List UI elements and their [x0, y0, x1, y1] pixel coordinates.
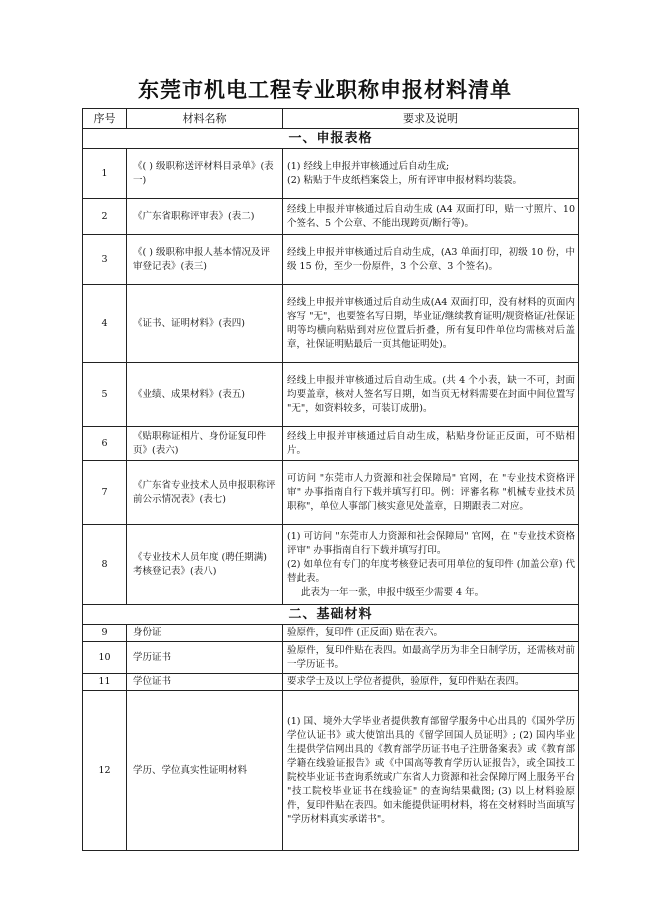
row-no: 4	[83, 285, 127, 363]
table-row	[83, 149, 579, 199]
section-row	[83, 129, 579, 149]
row-name: 学位证书	[127, 674, 283, 691]
row-name: 《专业技术人员年度 (聘任期满) 考核登记表》(表八)	[127, 525, 283, 605]
header-req: 要求及说明	[283, 109, 579, 129]
req-line: (1) 经线上申报并审核通过后自动生成;	[287, 160, 450, 172]
table-row	[83, 642, 579, 674]
row-req: 验原件，复印件 (正反面) 贴在表六。	[283, 625, 579, 642]
row-no: 3	[83, 235, 127, 285]
header-no: 序号	[83, 109, 127, 129]
row-no: 7	[83, 461, 127, 525]
table-row	[83, 427, 579, 461]
row-name: 《业绩、成果材料》(表五)	[127, 363, 283, 427]
row-req: (1) 国、境外大学毕业者提供教育部留学服务中心出具的《国外学历学位认证书》或大使馆出具的《留学回国人员证明》; (2) 国内毕业生提供学信网出具的《教育部学历证书电子注册备案表》或《教育部学籍在线验证报告》或《中国高等教育学历认证报告》，或全国技工院校毕业证书查询系统或广东省人力资源和社会保障厅网上服务平台 "技工院校毕业证书在线验证" 的查询结果截图; (3) 以上材料验原件，复印件贴在表四。如未能提供证明材料，将在交材料时当面填写 "学历材料真实承诺书"。	[283, 691, 579, 851]
table-header-row	[83, 109, 579, 129]
table-row	[83, 199, 579, 235]
page-title: 东莞市机电工程专业职称申报材料清单	[138, 78, 512, 102]
section-title: 一、申报表格	[83, 129, 579, 149]
row-no: 9	[83, 625, 127, 642]
row-req	[283, 525, 579, 605]
section-title: 二、基础材料	[83, 605, 579, 625]
row-no: 10	[83, 642, 127, 674]
table-row	[83, 525, 579, 605]
table-row	[83, 461, 579, 525]
table-row	[83, 625, 579, 642]
materials-table	[82, 108, 579, 851]
req-line: (2) 粘贴于牛皮纸档案袋上，所有评审申报材料均装袋。	[287, 174, 522, 186]
table-row	[83, 235, 579, 285]
row-req: 经线上申报并审核通过后自动生成 (A4 双面打印，贴一寸照片、10 个签名、5 个公章、不能出现跨页/断行等)。	[283, 199, 579, 235]
row-name: 《广东省职称评审表》(表二)	[127, 199, 283, 235]
row-req: 经线上申报并审核通过后自动生成，(A3 单面打印，初级 10 份，中级 15 份，至少一份原件，3 个公章、3 个签名)。	[283, 235, 579, 285]
row-req: 可访问 "东莞市人力资源和社会保障局" 官网，在 "专业技术资格评审" 办事指南自行下载并填写打印。例：评審名称 "机械专业技术员职称"，单位人事部门核实意见处盖章，日期跟表二对应。	[283, 461, 579, 525]
row-no: 5	[83, 363, 127, 427]
row-no: 12	[83, 691, 127, 851]
row-name: 学历、学位真实性证明材料	[127, 691, 283, 851]
req-line: (2) 如单位有专门的年度考核登记表可用单位的复印件 (加盖公章) 代替此表。	[287, 558, 575, 584]
row-name: 《( ) 级职称送评材料目录单》(表一)	[127, 149, 283, 199]
row-name: 《( ) 级职称申报人基本情况及评审登记表》(表三)	[127, 235, 283, 285]
row-no: 6	[83, 427, 127, 461]
row-name: 身份证	[127, 625, 283, 642]
row-req: 验原件，复印件贴在表四。如最高学历为非全日制学历，还需核对前一学历证书。	[283, 642, 579, 674]
section-row	[83, 605, 579, 625]
table-row	[83, 285, 579, 363]
row-req: 要求学士及以上学位者提供，验原件，复印件贴在表四。	[283, 674, 579, 691]
row-name: 《证书、证明材料》(表四)	[127, 285, 283, 363]
row-no: 1	[83, 149, 127, 199]
row-name: 学历证书	[127, 642, 283, 674]
header-name: 材料名称	[127, 109, 283, 129]
req-line: 此表为一年一张，申报中级至少需要 4 年。	[301, 586, 485, 598]
row-req: 经线上申报并审核通过后自动生成，粘贴身份证正反面，可不贴相片。	[283, 427, 579, 461]
table-row	[83, 674, 579, 691]
row-no: 11	[83, 674, 127, 691]
row-req: 经线上申报并审核通过后自动生成。(共 4 个小表，缺一不可，封面均要盖章，核对人签名写日期，如当页无材料需要在封面中间位置写 "无"，如资料较多，可装订成册)。	[283, 363, 579, 427]
row-no: 8	[83, 525, 127, 605]
req-line: (1) 可访问 "东莞市人力资源和社会保障局" 官网，在 "专业技术资格评审" 办事指南自行下载并填写打印。	[287, 530, 575, 556]
row-name: 《广东省专业技术人员申报职称评前公示情况表》(表七)	[127, 461, 283, 525]
row-req: 经线上申报并审核通过后自动生成(A4 双面打印，没有材料的页面内容写 "无"，也要签名写日期，毕业证/继续教育证明/规资格证/社保证明等均横向粘贴到对应位置后折叠，所有复印件单位均需核对后盖章，社保证明贴最后一页其他证明处)。	[283, 285, 579, 363]
table-row	[83, 691, 579, 851]
row-name: 《贴职称证相片、身份证复印件页》(表六)	[127, 427, 283, 461]
table-row	[83, 363, 579, 427]
row-req	[283, 149, 579, 199]
row-no: 2	[83, 199, 127, 235]
